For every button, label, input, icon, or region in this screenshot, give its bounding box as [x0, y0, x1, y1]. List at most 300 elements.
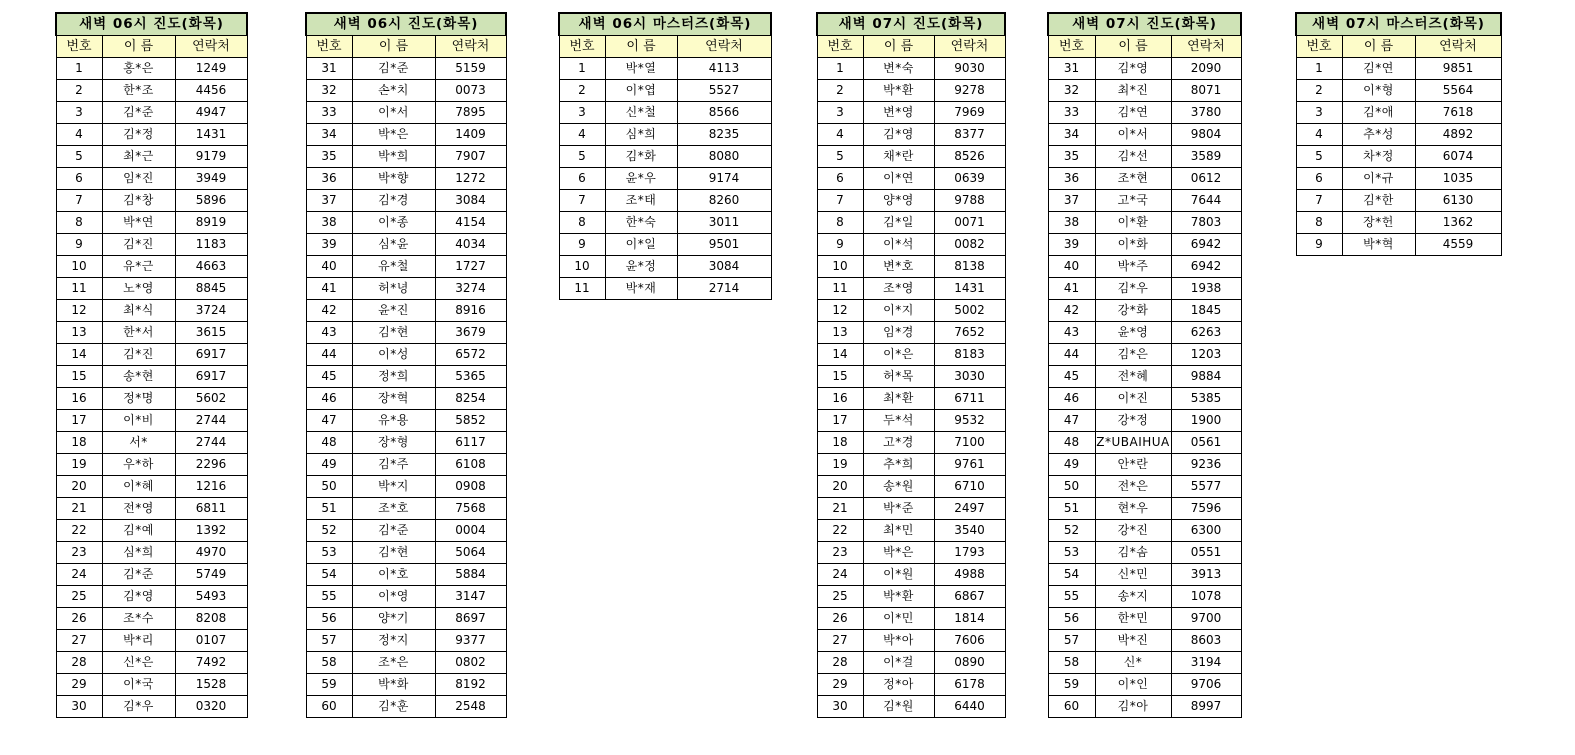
member-name: 변*영	[863, 102, 934, 124]
table-row	[559, 212, 771, 234]
table-row	[1048, 322, 1241, 344]
table-row	[1048, 190, 1241, 212]
table-row	[1048, 58, 1241, 80]
row-number: 41	[306, 278, 352, 300]
member-name: 이*석	[863, 234, 934, 256]
member-name: 이*연	[863, 168, 934, 190]
row-number: 6	[56, 168, 102, 190]
row-number: 21	[817, 498, 863, 520]
row-number: 46	[306, 388, 352, 410]
member-name: 전*은	[1095, 476, 1171, 498]
member-name: 고*경	[863, 432, 934, 454]
member-name: 양*영	[863, 190, 934, 212]
row-number: 4	[56, 124, 102, 146]
table-row	[817, 256, 1005, 278]
member-name: 김*현	[352, 322, 435, 344]
table-title: 새벽 07시 진도(화목)	[817, 13, 1005, 36]
member-name: 최*환	[863, 388, 934, 410]
table-row	[817, 322, 1005, 344]
contact-last4: 0551	[1171, 542, 1241, 564]
member-name: 김*우	[102, 696, 175, 718]
row-number: 54	[306, 564, 352, 586]
table-row	[306, 80, 506, 102]
contact-last4: 8697	[435, 608, 506, 630]
row-number: 35	[306, 146, 352, 168]
contact-last4: 3011	[677, 212, 771, 234]
table-row	[817, 124, 1005, 146]
member-name: 김*솜	[1095, 542, 1171, 564]
contact-last4: 9884	[1171, 366, 1241, 388]
row-number: 10	[559, 256, 605, 278]
contact-last4: 0908	[435, 476, 506, 498]
table-row	[817, 300, 1005, 322]
table-row	[1048, 410, 1241, 432]
row-number: 38	[1048, 212, 1095, 234]
member-name: 유*근	[102, 256, 175, 278]
table-row	[1296, 234, 1501, 256]
table-row	[306, 410, 506, 432]
member-name: 장*형	[352, 432, 435, 454]
contact-last4: 5002	[934, 300, 1005, 322]
row-number: 18	[817, 432, 863, 454]
row-number: 5	[817, 146, 863, 168]
row-number: 38	[306, 212, 352, 234]
contact-last4: 3084	[677, 256, 771, 278]
row-number: 33	[1048, 102, 1095, 124]
row-number: 29	[56, 674, 102, 696]
table-row	[1296, 168, 1501, 190]
contact-last4: 3194	[1171, 652, 1241, 674]
row-number: 8	[817, 212, 863, 234]
contact-last4: 7568	[435, 498, 506, 520]
table-row	[1048, 520, 1241, 542]
contact-last4: 4034	[435, 234, 506, 256]
member-name: 김*주	[352, 454, 435, 476]
member-name: 이*일	[605, 234, 677, 256]
contact-last4: 1272	[435, 168, 506, 190]
contact-last4: 6178	[934, 674, 1005, 696]
contact-last4: 4663	[175, 256, 247, 278]
row-number: 32	[306, 80, 352, 102]
contact-last4: 6300	[1171, 520, 1241, 542]
table-row	[306, 542, 506, 564]
row-number: 1	[1296, 58, 1342, 80]
table-row	[1048, 80, 1241, 102]
row-number: 43	[1048, 322, 1095, 344]
member-name: 박*연	[102, 212, 175, 234]
contact-last4: 8080	[677, 146, 771, 168]
contact-last4: 7100	[934, 432, 1005, 454]
member-name: 김*우	[1095, 278, 1171, 300]
row-number: 7	[559, 190, 605, 212]
contact-last4: 9377	[435, 630, 506, 652]
member-name: 한*서	[102, 322, 175, 344]
table-row	[306, 146, 506, 168]
row-number: 23	[56, 542, 102, 564]
contact-last4: 0639	[934, 168, 1005, 190]
row-number: 10	[817, 256, 863, 278]
member-name: 허*목	[863, 366, 934, 388]
contact-last4: 7803	[1171, 212, 1241, 234]
table-row	[1048, 696, 1241, 718]
contact-last4: 7606	[934, 630, 1005, 652]
table-row	[306, 520, 506, 542]
row-number: 7	[1296, 190, 1342, 212]
contact-last4: 0612	[1171, 168, 1241, 190]
contact-last4: 1392	[175, 520, 247, 542]
row-number: 55	[1048, 586, 1095, 608]
row-number: 28	[56, 652, 102, 674]
table-row	[559, 58, 771, 80]
contact-last4: 7618	[1415, 102, 1501, 124]
member-name: 양*기	[352, 608, 435, 630]
member-name: 박*지	[352, 476, 435, 498]
row-number: 25	[817, 586, 863, 608]
table-row	[1048, 278, 1241, 300]
table-row	[56, 520, 247, 542]
contact-last4: 1938	[1171, 278, 1241, 300]
table-row	[306, 608, 506, 630]
contact-last4: 4154	[435, 212, 506, 234]
member-name: 김*현	[352, 542, 435, 564]
table-row	[817, 652, 1005, 674]
contact-last4: 1814	[934, 608, 1005, 630]
member-name: 박*재	[605, 278, 677, 300]
row-number: 27	[817, 630, 863, 652]
table-row	[56, 696, 247, 718]
col-header-no: 번호	[1296, 36, 1342, 58]
table-row	[1048, 256, 1241, 278]
contact-last4: 0890	[934, 652, 1005, 674]
member-name: 정*명	[102, 388, 175, 410]
member-name: 채*란	[863, 146, 934, 168]
row-number: 42	[306, 300, 352, 322]
table-row	[56, 344, 247, 366]
table-row	[306, 498, 506, 520]
table-row	[56, 586, 247, 608]
table-row	[817, 80, 1005, 102]
table-row	[306, 212, 506, 234]
member-name: 송*지	[1095, 586, 1171, 608]
contact-last4: 6711	[934, 388, 1005, 410]
contact-last4: 1409	[435, 124, 506, 146]
contact-last4: 7969	[934, 102, 1005, 124]
table-title: 새벽 06시 진도(화목)	[306, 13, 506, 36]
table-row	[306, 322, 506, 344]
row-number: 21	[56, 498, 102, 520]
row-number: 33	[306, 102, 352, 124]
member-name: 허*녕	[352, 278, 435, 300]
row-number: 8	[56, 212, 102, 234]
row-number: 30	[56, 696, 102, 718]
member-name: 김*훈	[352, 696, 435, 718]
member-name: 안*란	[1095, 454, 1171, 476]
row-number: 13	[56, 322, 102, 344]
table-row	[306, 564, 506, 586]
contact-last4: 7895	[435, 102, 506, 124]
roster-table-0600-jindo-a	[55, 12, 248, 718]
table-row	[817, 542, 1005, 564]
contact-last4: 1528	[175, 674, 247, 696]
table-row	[1048, 674, 1241, 696]
row-number: 10	[56, 256, 102, 278]
table-row	[306, 696, 506, 718]
table-row	[1048, 476, 1241, 498]
contact-last4: 4988	[934, 564, 1005, 586]
member-name: 유*철	[352, 256, 435, 278]
table-row	[817, 674, 1005, 696]
table-row	[817, 146, 1005, 168]
table-row	[817, 586, 1005, 608]
table-row	[559, 234, 771, 256]
row-number: 25	[56, 586, 102, 608]
table-row	[306, 168, 506, 190]
contact-last4: 0073	[435, 80, 506, 102]
contact-last4: 5602	[175, 388, 247, 410]
member-name: 유*용	[352, 410, 435, 432]
table-row	[56, 542, 247, 564]
row-number: 39	[1048, 234, 1095, 256]
row-number: 45	[306, 366, 352, 388]
contact-last4: 3589	[1171, 146, 1241, 168]
table-row	[56, 476, 247, 498]
contact-last4: 1362	[1415, 212, 1501, 234]
member-name: 박*희	[352, 146, 435, 168]
contact-last4: 5493	[175, 586, 247, 608]
contact-last4: 6917	[175, 366, 247, 388]
table-row	[56, 388, 247, 410]
table-row	[559, 80, 771, 102]
col-header-name: 이 름	[102, 36, 175, 58]
member-name: 김*준	[352, 58, 435, 80]
member-name: 이*인	[1095, 674, 1171, 696]
row-number: 28	[817, 652, 863, 674]
contact-last4: 6867	[934, 586, 1005, 608]
contact-last4: 1900	[1171, 410, 1241, 432]
contact-last4: 5365	[435, 366, 506, 388]
roster-table-0700-jindo-b	[1047, 12, 1242, 718]
contact-last4: 3679	[435, 322, 506, 344]
row-number: 9	[559, 234, 605, 256]
table-row	[817, 608, 1005, 630]
contact-last4: 2548	[435, 696, 506, 718]
member-name: 고*국	[1095, 190, 1171, 212]
row-number: 36	[1048, 168, 1095, 190]
row-number: 7	[56, 190, 102, 212]
member-name: 박*환	[863, 586, 934, 608]
row-number: 59	[1048, 674, 1095, 696]
contact-last4: 1078	[1171, 586, 1241, 608]
table-row	[306, 674, 506, 696]
table-row	[306, 124, 506, 146]
table-row	[1296, 190, 1501, 212]
member-name: 박*열	[605, 58, 677, 80]
member-name: 이*국	[102, 674, 175, 696]
member-name: 이*은	[863, 344, 934, 366]
row-number: 22	[817, 520, 863, 542]
row-number: 5	[559, 146, 605, 168]
table-row	[817, 432, 1005, 454]
member-name: 김*준	[102, 102, 175, 124]
table-row	[306, 432, 506, 454]
member-name: 홍*은	[102, 58, 175, 80]
table-row	[1048, 366, 1241, 388]
member-name: 이*서	[1095, 124, 1171, 146]
table-title: 새벽 06시 진도(화목)	[56, 13, 247, 36]
row-number: 14	[56, 344, 102, 366]
member-name: 한*조	[102, 80, 175, 102]
contact-last4: 9532	[934, 410, 1005, 432]
row-number: 1	[56, 58, 102, 80]
table-row	[817, 454, 1005, 476]
row-number: 11	[817, 278, 863, 300]
member-name: 김*영	[1095, 58, 1171, 80]
contact-last4: 6917	[175, 344, 247, 366]
contact-last4: 8235	[677, 124, 771, 146]
row-number: 52	[306, 520, 352, 542]
table-row	[559, 278, 771, 300]
member-name: 조*현	[1095, 168, 1171, 190]
col-header-name: 이 름	[863, 36, 934, 58]
table-row	[817, 476, 1005, 498]
contact-last4: 5385	[1171, 388, 1241, 410]
col-header-contact: 연락처	[175, 36, 247, 58]
table-row	[56, 124, 247, 146]
table-row	[1296, 124, 1501, 146]
table-row	[56, 278, 247, 300]
row-number: 40	[306, 256, 352, 278]
table-row	[1048, 432, 1241, 454]
row-number: 13	[817, 322, 863, 344]
row-number: 20	[817, 476, 863, 498]
col-header-contact: 연락처	[934, 36, 1005, 58]
member-name: 김*한	[1342, 190, 1415, 212]
contact-last4: 8526	[934, 146, 1005, 168]
contact-last4: 5577	[1171, 476, 1241, 498]
member-name: 박*은	[863, 542, 934, 564]
row-number: 57	[306, 630, 352, 652]
table-row	[559, 124, 771, 146]
member-name: 강*화	[1095, 300, 1171, 322]
table-row	[1048, 498, 1241, 520]
member-name: 박*준	[863, 498, 934, 520]
contact-last4: 8192	[435, 674, 506, 696]
table-row	[306, 454, 506, 476]
row-number: 2	[559, 80, 605, 102]
member-name: 조*호	[352, 498, 435, 520]
row-number: 48	[1048, 432, 1095, 454]
contact-last4: 3084	[435, 190, 506, 212]
contact-last4: 3615	[175, 322, 247, 344]
contact-last4: 8254	[435, 388, 506, 410]
member-name: 한*숙	[605, 212, 677, 234]
table-row	[817, 102, 1005, 124]
member-name: 정*아	[863, 674, 934, 696]
member-name: 이*성	[352, 344, 435, 366]
table-row	[1048, 630, 1241, 652]
member-name: 김*정	[102, 124, 175, 146]
row-number: 20	[56, 476, 102, 498]
contact-last4: 3147	[435, 586, 506, 608]
member-name: 이*비	[102, 410, 175, 432]
row-number: 50	[306, 476, 352, 498]
table-row	[56, 168, 247, 190]
col-header-contact: 연락처	[1171, 36, 1241, 58]
table-row	[306, 256, 506, 278]
contact-last4: 1216	[175, 476, 247, 498]
contact-last4: 2296	[175, 454, 247, 476]
contact-last4: 6117	[435, 432, 506, 454]
member-name: 이*혜	[102, 476, 175, 498]
table-row	[306, 388, 506, 410]
col-header-no: 번호	[817, 36, 863, 58]
member-name: 박*화	[352, 674, 435, 696]
member-name: 김*선	[1095, 146, 1171, 168]
row-number: 12	[56, 300, 102, 322]
member-name: 윤*영	[1095, 322, 1171, 344]
contact-last4: 9030	[934, 58, 1005, 80]
contact-last4: 1203	[1171, 344, 1241, 366]
member-name: 이*영	[352, 586, 435, 608]
member-name: 김*영	[102, 586, 175, 608]
table-row	[306, 586, 506, 608]
member-name: 박*향	[352, 168, 435, 190]
table-row	[56, 58, 247, 80]
member-name: 신*	[1095, 652, 1171, 674]
row-number: 32	[1048, 80, 1095, 102]
table-row	[817, 630, 1005, 652]
row-number: 59	[306, 674, 352, 696]
row-number: 11	[56, 278, 102, 300]
member-name: 조*영	[863, 278, 934, 300]
row-number: 19	[56, 454, 102, 476]
table-row	[817, 234, 1005, 256]
table-row	[817, 564, 1005, 586]
table-row	[56, 674, 247, 696]
table-row	[1296, 212, 1501, 234]
col-header-name: 이 름	[352, 36, 435, 58]
contact-last4: 5527	[677, 80, 771, 102]
row-number: 57	[1048, 630, 1095, 652]
table-row	[306, 630, 506, 652]
contact-last4: 1431	[934, 278, 1005, 300]
member-name: 김*진	[102, 234, 175, 256]
col-header-no: 번호	[1048, 36, 1095, 58]
contact-last4: 5749	[175, 564, 247, 586]
row-number: 54	[1048, 564, 1095, 586]
member-name: 심*윤	[352, 234, 435, 256]
contact-last4: 9179	[175, 146, 247, 168]
col-header-name: 이 름	[1095, 36, 1171, 58]
row-number: 3	[559, 102, 605, 124]
table-row	[1048, 146, 1241, 168]
contact-last4: 6108	[435, 454, 506, 476]
row-number: 11	[559, 278, 605, 300]
table-row	[1048, 652, 1241, 674]
member-name: 이*진	[1095, 388, 1171, 410]
row-number: 37	[1048, 190, 1095, 212]
member-name: 윤*진	[352, 300, 435, 322]
row-number: 51	[1048, 498, 1095, 520]
table-row	[306, 300, 506, 322]
table-row	[306, 102, 506, 124]
contact-last4: 8071	[1171, 80, 1241, 102]
member-name: 한*민	[1095, 608, 1171, 630]
member-name: 신*철	[605, 102, 677, 124]
member-name: 김*창	[102, 190, 175, 212]
member-name: 정*지	[352, 630, 435, 652]
contact-last4: 4970	[175, 542, 247, 564]
